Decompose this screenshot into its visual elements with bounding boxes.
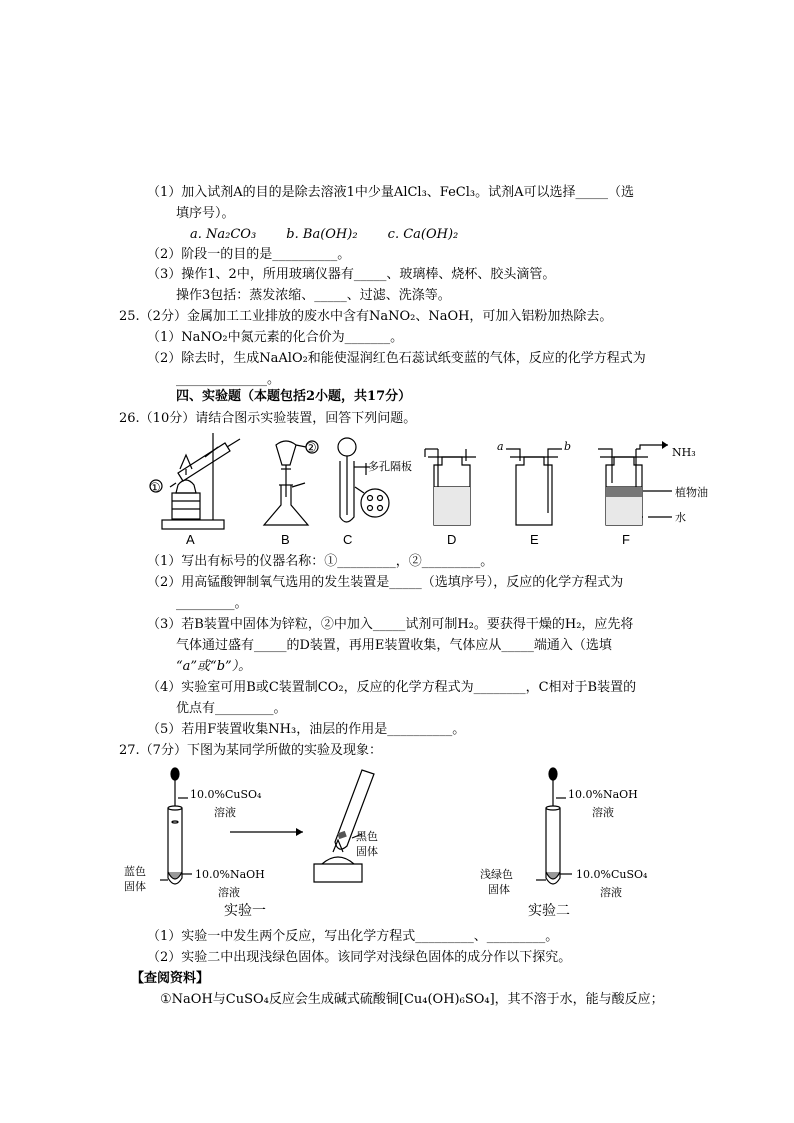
label-cuso4-top: 10.0%CuSO₄	[190, 788, 262, 801]
label-solution-4: 溶液	[600, 886, 622, 899]
q26-stem: 26.（10分）请结合图示实验装置，回答下列问题。	[119, 411, 417, 426]
q26-part3-line1: （3）若B装置中固体为锌粒，②中加入_____试剂可制H₂。要获得干燥的H₂，应先将	[147, 617, 634, 632]
q27-part1: （1）实验一中发生两个反应，写出化学方程式_________、_________。	[147, 929, 559, 944]
experiment-2-drawing	[536, 768, 572, 884]
reference-item-1: ①NaOH与CuSO₄反应会生成碱式硫酸铜[Cu₄(OH)₆SO₄]，其不溶于水，能与酸反应；	[160, 992, 664, 1007]
q25-stem: 25.（2分）金属加工工业排放的废水中含有NaNO₂、NaOH，可加入铝粉加热除去。	[119, 309, 613, 324]
label-plant-oil: 植物油	[675, 486, 708, 499]
prev-question-part1-line1: （1）加入试剂A的目的是除去溶液1中少量AlCl₃、FeCl₃。试剂A可以选择_____（选	[147, 185, 634, 200]
reference-heading: 【查阅资料】	[131, 971, 210, 986]
label-cuso4-bottom: 10.0%CuSO₄	[576, 868, 648, 881]
label-perforated-plate: 多孔隔板	[368, 460, 412, 473]
label-experiment-2: 实验二	[528, 903, 570, 919]
prev-question-part3-line2: 操作3包括：蒸发浓缩、_____、过滤、洗涤等。	[176, 288, 451, 303]
label-e: E	[530, 532, 539, 547]
q26-part2-line2: _________。	[176, 596, 248, 611]
label-circle-1: ①	[149, 480, 161, 495]
q25-part2-line2: ______________。	[176, 372, 281, 387]
label-blue-solid-1: 蓝色	[124, 865, 146, 878]
q25-part2-line1: （2）除去时，生成NaAlO₂和能使湿润红色石蕊试纸变蓝的气体，反应的化学方程式为	[147, 351, 646, 366]
label-b: B	[281, 532, 290, 547]
label-a: A	[186, 532, 195, 547]
q26-part3-line2: 气体通过盛有_____的D装置，再用E装置收集，气体应从_____端通入（选填	[176, 638, 612, 653]
label-experiment-1: 实验一	[224, 903, 266, 919]
label-blue-solid-2: 固体	[124, 880, 146, 893]
q25-part1: （1）NaNO₂中氮元素的化合价为_______。	[147, 330, 404, 345]
label-c: C	[343, 532, 353, 547]
prev-question-options: a. Na₂CO₃ b. Ba(OH)₂ c. Ca(OH)₂	[190, 227, 459, 242]
prev-question-part1-line2: 填序号）。	[176, 206, 235, 221]
q26-part4-line2: 优点有_________。	[176, 701, 287, 716]
apparatus-e-drawing	[506, 449, 562, 525]
apparatus-c-drawing	[338, 438, 389, 522]
label-naoh-bottom: 10.0%NaOH	[195, 868, 265, 881]
q26-part3-line3: “a”或“b”）。	[176, 659, 252, 674]
q27-part2: （2）实验二中出现浅绿色固体。该同学对浅绿色固体的成分作以下探究。	[147, 950, 572, 965]
label-black-solid-2: 固体	[356, 845, 378, 858]
label-solution-3: 溶液	[592, 806, 614, 819]
q26-part2-line1: （2）用高锰酸钾制氧气选用的发生装置是_____（选填序号），反应的化学方程式为	[147, 575, 624, 590]
apparatus-a-drawing	[150, 433, 240, 529]
label-solution-1: 溶液	[214, 806, 236, 819]
label-water: 水	[675, 511, 686, 524]
label-naoh-top: 10.0%NaOH	[568, 788, 638, 801]
q27-stem: 27.（7分）下图为某同学所做的实验及现象：	[119, 743, 382, 758]
label-black-solid-1: 黑色	[356, 830, 378, 843]
prev-question-part2: （2）阶段一的目的是__________。	[147, 247, 351, 262]
label-solution-2: 溶液	[218, 886, 240, 899]
q26-part1: （1）写出有标号的仪器名称：①_________，②_________。	[147, 554, 494, 569]
label-green-solid-1: 浅绿色	[480, 868, 513, 881]
label-nh3: NH₃	[672, 446, 696, 459]
q26-part4-line1: （4）实验室可用B或C装置制CO₂，反应的化学方程式为________，C相对于B装置的	[147, 680, 637, 695]
label-port-b: b	[564, 440, 572, 453]
label-f: F	[622, 532, 630, 547]
prev-question-part3-line1: （3）操作1、2中，所用玻璃仪器有_____、玻璃棒、烧杯、胶头滴管。	[147, 267, 556, 282]
label-green-solid-2: 固体	[488, 883, 510, 896]
label-port-a: a	[497, 440, 504, 453]
experiment-1-drawing	[160, 768, 374, 884]
q26-part5: （5）若用F装置收集NH₃，油层的作用是__________。	[147, 722, 466, 737]
label-d: D	[447, 532, 457, 547]
experiment-figure	[0, 762, 794, 932]
label-circle-2: ②	[305, 440, 317, 455]
section-heading: 四、实验题（本题包括2小题，共17分）	[176, 389, 412, 404]
